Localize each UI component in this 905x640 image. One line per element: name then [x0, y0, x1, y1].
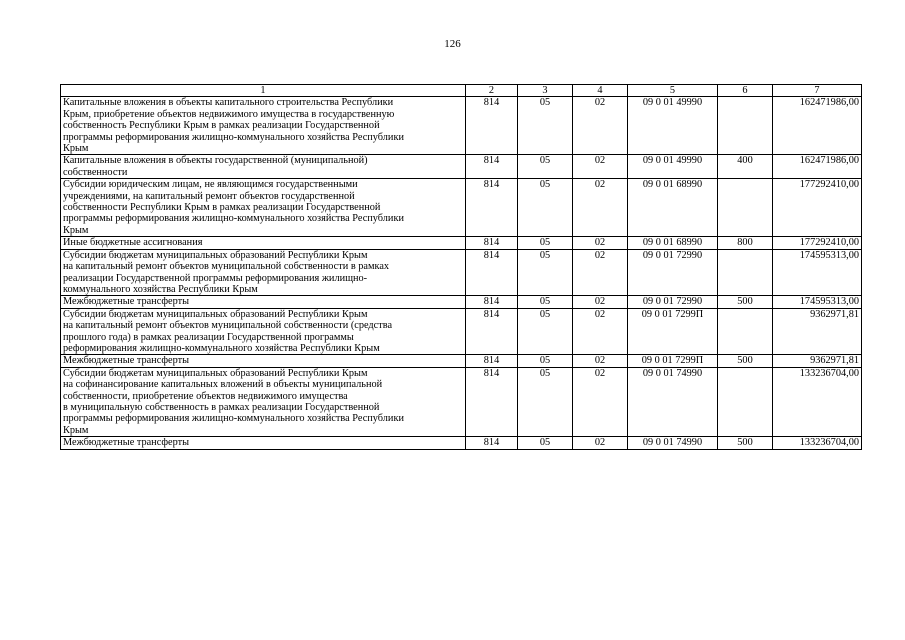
table-row: [61, 296, 862, 308]
table-row: [61, 437, 862, 449]
section-code-cell: 05: [518, 155, 573, 179]
column-header: 6: [718, 85, 773, 97]
item-name-cell: Субсидии юридическим лицам, не являющимся государственными учреждениями, на капитальный ремонт объектов государственной собственности Республики Крым в рамках реализации Государственной программы реформирования жилищно-коммунального хозяйства Республики Крым: [61, 179, 466, 237]
column-header: 2: [466, 85, 518, 97]
ministry-code-cell: 814: [466, 296, 518, 308]
item-name-cell: Субсидии бюджетам муниципальных образований Республики Крым на софинансирование капитальных вложений в объекты муниципальной собственности, приобретение объектов недвижимого имущества в муниципальную собственность в рамках реализации Государственной программы реформирования жилищно-коммунального хозяйства Республики Крым: [61, 367, 466, 436]
amount-cell: 177292410,00: [773, 237, 862, 249]
target-article-cell: 09 0 01 68990: [628, 179, 718, 237]
amount-cell: 9362971,81: [773, 308, 862, 355]
subsection-code-cell: 02: [573, 355, 628, 367]
column-header: 5: [628, 85, 718, 97]
expense-type-cell: 500: [718, 437, 773, 449]
budget-table: [60, 84, 862, 450]
table-row: [61, 249, 862, 296]
amount-cell: 177292410,00: [773, 179, 862, 237]
section-code-cell: 05: [518, 296, 573, 308]
subsection-code-cell: 02: [573, 249, 628, 296]
item-name-cell: Субсидии бюджетам муниципальных образований Республики Крым на капитальный ремонт объектов муниципальной собственности (средства прошлого года) в рамках реализации Государственной программы реформирования жилищно-коммунального хозяйства Республики Крым: [61, 308, 466, 355]
column-header: 7: [773, 85, 862, 97]
item-name-cell: Капитальные вложения в объекты капитального строительства Республики Крым, приобретение объектов недвижимого имущества в государственную собственность Республики Крым в рамках реализации Государственной программы реформирования жилищно-коммунального хозяйства Республики Крым: [61, 97, 466, 155]
expense-type-cell: 800: [718, 237, 773, 249]
ministry-code-cell: 814: [466, 308, 518, 355]
expense-type-cell: [718, 308, 773, 355]
target-article-cell: 09 0 01 72990: [628, 249, 718, 296]
amount-cell: 174595313,00: [773, 249, 862, 296]
item-name-cell: Иные бюджетные ассигнования: [61, 237, 466, 249]
ministry-code-cell: 814: [466, 355, 518, 367]
expense-type-cell: [718, 249, 773, 296]
page-number: 126: [444, 38, 461, 50]
item-name-cell: Межбюджетные трансферты: [61, 296, 466, 308]
column-header: 4: [573, 85, 628, 97]
table-body: [61, 97, 862, 449]
ministry-code-cell: 814: [466, 249, 518, 296]
amount-cell: 162471986,00: [773, 155, 862, 179]
section-code-cell: 05: [518, 308, 573, 355]
item-name-cell: Капитальные вложения в объекты государственной (муниципальной) собственности: [61, 155, 466, 179]
expense-type-cell: [718, 97, 773, 155]
target-article-cell: 09 0 01 7299П: [628, 355, 718, 367]
section-code-cell: 05: [518, 179, 573, 237]
amount-cell: 133236704,00: [773, 437, 862, 449]
item-name-cell: Межбюджетные трансферты: [61, 437, 466, 449]
expense-type-cell: 500: [718, 296, 773, 308]
target-article-cell: 09 0 01 74990: [628, 367, 718, 436]
expense-type-cell: 500: [718, 355, 773, 367]
subsection-code-cell: 02: [573, 437, 628, 449]
item-name-cell: Межбюджетные трансферты: [61, 355, 466, 367]
subsection-code-cell: 02: [573, 237, 628, 249]
column-header: 3: [518, 85, 573, 97]
amount-cell: 133236704,00: [773, 367, 862, 436]
target-article-cell: 09 0 01 72990: [628, 296, 718, 308]
amount-cell: 174595313,00: [773, 296, 862, 308]
section-code-cell: 05: [518, 437, 573, 449]
target-article-cell: 09 0 01 49990: [628, 155, 718, 179]
section-code-cell: 05: [518, 249, 573, 296]
expense-type-cell: [718, 367, 773, 436]
item-name-cell: Субсидии бюджетам муниципальных образований Республики Крым на капитальный ремонт объектов муниципальной собственности в рамках реализации Государственной программы реформирования жилищно- коммунального хозяйства Республики Крым: [61, 249, 466, 296]
target-article-cell: 09 0 01 7299П: [628, 308, 718, 355]
section-code-cell: 05: [518, 237, 573, 249]
subsection-code-cell: 02: [573, 308, 628, 355]
table-row: [61, 237, 862, 249]
ministry-code-cell: 814: [466, 437, 518, 449]
section-code-cell: 05: [518, 367, 573, 436]
subsection-code-cell: 02: [573, 97, 628, 155]
subsection-code-cell: 02: [573, 367, 628, 436]
subsection-code-cell: 02: [573, 179, 628, 237]
section-code-cell: 05: [518, 355, 573, 367]
subsection-code-cell: 02: [573, 296, 628, 308]
header-row: [61, 85, 862, 97]
expense-type-cell: 400: [718, 155, 773, 179]
target-article-cell: 09 0 01 68990: [628, 237, 718, 249]
target-article-cell: 09 0 01 74990: [628, 437, 718, 449]
column-header: 1: [61, 85, 466, 97]
table-row: [61, 308, 862, 355]
expense-type-cell: [718, 179, 773, 237]
table-row: [61, 97, 862, 155]
ministry-code-cell: 814: [466, 97, 518, 155]
ministry-code-cell: 814: [466, 367, 518, 436]
table-row: [61, 155, 862, 179]
ministry-code-cell: 814: [466, 179, 518, 237]
table-row: [61, 179, 862, 237]
amount-cell: 9362971,81: [773, 355, 862, 367]
table-header: [61, 85, 862, 97]
ministry-code-cell: 814: [466, 155, 518, 179]
subsection-code-cell: 02: [573, 155, 628, 179]
table-row: [61, 367, 862, 436]
target-article-cell: 09 0 01 49990: [628, 97, 718, 155]
section-code-cell: 05: [518, 97, 573, 155]
ministry-code-cell: 814: [466, 237, 518, 249]
table-row: [61, 355, 862, 367]
amount-cell: 162471986,00: [773, 97, 862, 155]
